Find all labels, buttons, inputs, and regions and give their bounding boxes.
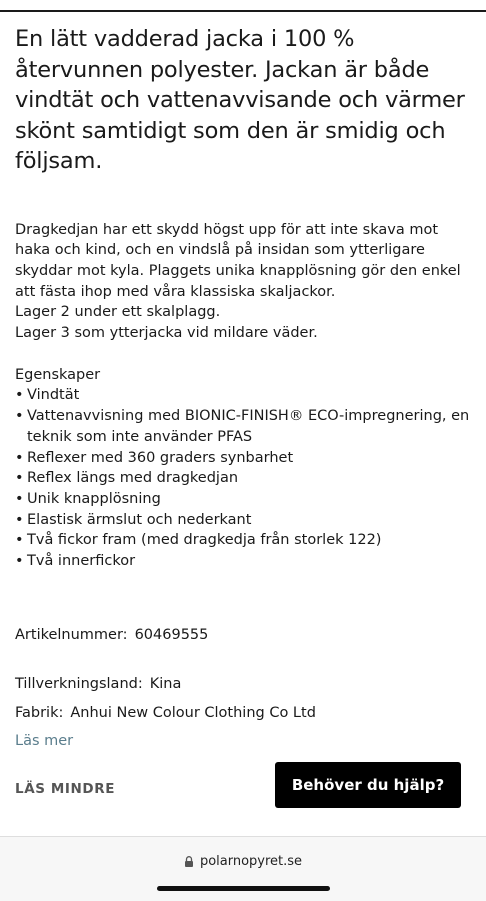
factory-value: Anhui New Colour Clothing Co Ltd (70, 704, 316, 721)
feature-item: • Två fickor fram (med dragkedja från storlek 122) (15, 530, 473, 551)
help-button[interactable]: Behöver du hjälp? (275, 762, 461, 808)
browser-bottom-bar (0, 836, 486, 901)
features-title: Egenskaper (15, 366, 101, 383)
description-paragraph: Dragkedjan har ett skydd högst upp för att inte skava mot haka och kind, och en vindslå på insidan som ytterligare skyddar mot kyla. Plaggets unika knapplösning gör den enkel att fästa ihop med våra klassiska skaljackor. (15, 221, 461, 300)
top-divider (0, 10, 486, 12)
lock-icon (184, 856, 194, 867)
manufacturing-country-row (15, 674, 473, 694)
home-indicator[interactable] (157, 886, 330, 891)
feature-item: • Reflex längs med dragkedjan (15, 468, 473, 489)
product-details (15, 24, 473, 749)
product-headline: En lätt vadderad jacka i 100 % återvunnen polyester. Jackan är både vindtät och vattenavvisande och värmer skönt samtidigt som den är smidig och följsam. (15, 26, 465, 174)
article-number-label: Artikelnummer: (15, 626, 128, 643)
read-more-link[interactable]: Läs mer (15, 732, 74, 749)
manufacturing-country-label: Tillverkningsland: (15, 675, 143, 692)
factory-row (15, 703, 473, 723)
features-list (15, 385, 473, 571)
description-line-layer3: Lager 3 som ytterjacka vid mildare väder. (15, 325, 318, 342)
feature-item: • Elastisk ärmslut och nederkant (15, 510, 473, 531)
url-text: polarnopyret.se (199, 854, 303, 869)
product-description (15, 220, 473, 344)
feature-item: • Vindtät (15, 385, 473, 406)
address-bar[interactable] (0, 854, 486, 869)
manufacturing-country-value: Kina (149, 675, 182, 692)
feature-item: • Unik knapplösning (15, 489, 473, 510)
feature-item: • Vattenavvisning med BIONIC-FINISH® ECO-impregnering, en teknik som inte använder PFAS (15, 406, 473, 447)
article-number-value: 60469555 (134, 626, 209, 643)
read-less-button[interactable]: LÄS MINDRE (15, 781, 116, 797)
article-number-row (15, 625, 473, 645)
description-line-layer2: Lager 2 under ett skalplagg. (15, 304, 221, 321)
feature-item: • Två innerfickor (15, 551, 473, 572)
features-section (15, 365, 473, 572)
feature-item: • Reflexer med 360 graders synbarhet (15, 448, 473, 469)
factory-label: Fabrik: (15, 704, 64, 721)
